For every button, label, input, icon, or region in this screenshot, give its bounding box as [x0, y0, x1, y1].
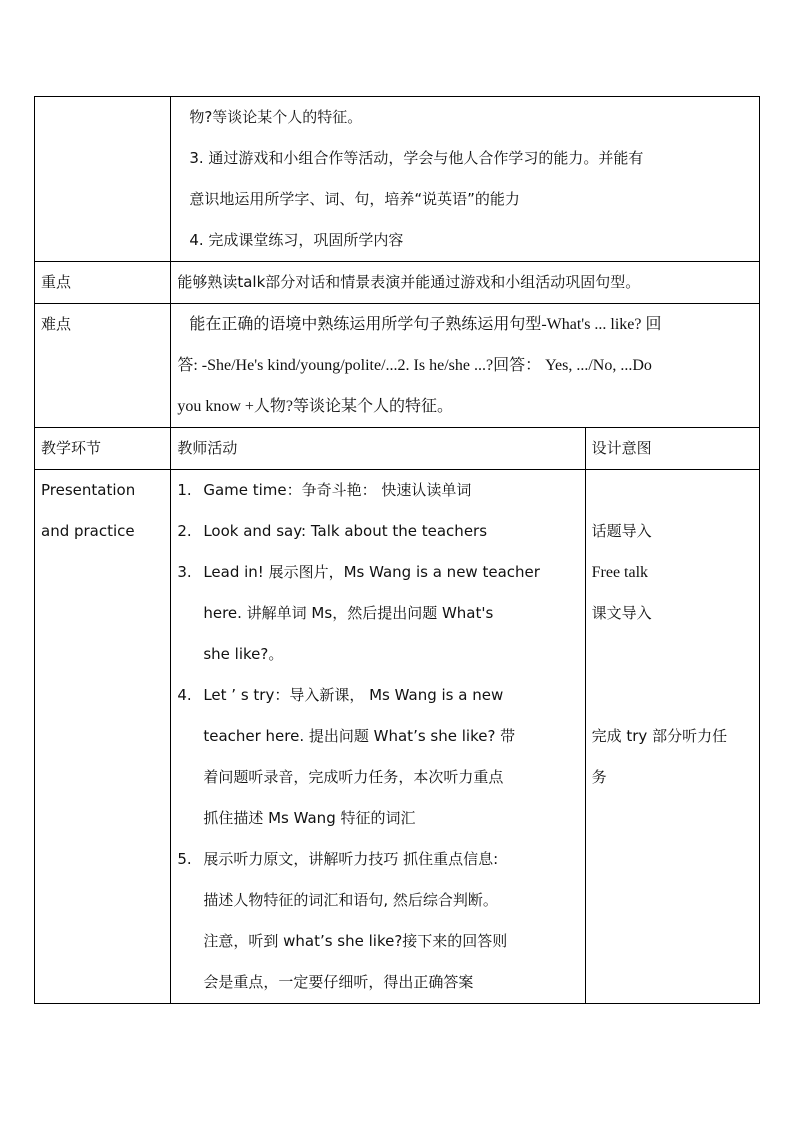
step-line: 抓住描述 Ms Wang 特征的词汇: [203, 809, 416, 827]
objective-line: 意识地运用所学字、词、句，培养“说英语”的能力: [189, 190, 520, 208]
purpose-spacer: [592, 470, 753, 511]
step-line: Look and say: Talk about the teachers: [203, 522, 488, 540]
step-line: here. 讲解单词 Ms，然后提出问题 What's: [203, 604, 494, 622]
step-line: 展示听力原文，讲解听力技巧 抓住重点信息:: [203, 850, 499, 868]
purpose-line: 务: [591, 768, 607, 786]
step-line: Game time：争奇斗艳： 快速认读单词: [203, 481, 472, 499]
difficulty-line: you know +人物?等谈论某个人的特征。: [177, 398, 454, 415]
step-line: Let ’ s try：导入新课， Ms Wang is a new: [203, 686, 504, 704]
activity-step: [177, 552, 578, 675]
step-line: 着问题听录音，完成听力任务，本次听力重点: [203, 768, 504, 786]
difficulty-line: 答: -She/He's kind/young/polite/...2. Is he/she ...?回答： Yes, .../No, ...Do: [177, 357, 652, 374]
step-line: 会是重点，一定要仔细听，得出正确答案: [203, 973, 474, 991]
step-number: 3.: [177, 563, 192, 581]
key-points-label: 重点: [35, 262, 171, 304]
objective-line: 3. 通过游戏和小组合作等活动，学会与他人合作学习的能力。并能有: [189, 149, 644, 167]
activity-step: [177, 511, 578, 552]
step-line: teacher here. 提出问题 What’s she like? 带: [203, 727, 516, 745]
step-line: 描述人物特征的词汇和语句, 然后综合判断。: [203, 891, 498, 909]
step-number: 5.: [177, 850, 192, 868]
key-points-line: 能够熟读talk部分对话和情景表演并能通过游戏和小组活动巩固句型。: [177, 273, 641, 291]
activity-step: [177, 839, 578, 1003]
step-number: 4.: [177, 686, 192, 704]
objective-line: 物?等谈论某个人的特征。: [189, 108, 363, 126]
stage-cell: [35, 470, 171, 1004]
purpose-gap: [592, 634, 753, 716]
activity-step: [177, 675, 578, 839]
objective-line: 4. 完成课堂练习，巩固所学内容: [189, 231, 404, 249]
stage-line: Presentation: [41, 481, 136, 499]
header-stage: 教学环节: [35, 428, 171, 470]
header-teacher-activity: 教师活动: [171, 428, 585, 470]
design-purpose-cell: [585, 470, 759, 1004]
objectives-label-cell: [35, 97, 171, 262]
lesson-plan-table: [34, 96, 760, 1004]
key-points-text: [171, 262, 760, 304]
header-row: [35, 428, 760, 470]
purpose-line: 完成 try 部分听力任: [591, 727, 728, 745]
header-design-purpose: 设计意图: [585, 428, 759, 470]
purpose-line: Free talk: [591, 564, 649, 581]
step-number: 2.: [177, 522, 192, 540]
key-points-row: [35, 262, 760, 304]
step-line: 注意，听到 what’s she like?接下来的回答则: [203, 932, 508, 950]
stage-line: and practice: [41, 522, 135, 540]
activity-step: [177, 470, 578, 511]
purpose-line: 话题导入: [591, 522, 652, 540]
presentation-row: [35, 470, 760, 1004]
purpose-line: 课文导入: [591, 604, 652, 622]
step-number: 1.: [177, 481, 192, 499]
difficulties-text: [171, 304, 760, 428]
step-line: she like?。: [203, 645, 284, 663]
objectives-cell: [171, 97, 760, 262]
objectives-row: [35, 97, 760, 262]
activity-steps-list: [177, 470, 578, 1003]
difficulty-line: 能在正确的语境中熟练运用所学句子熟练运用句型-What's ... like? 回: [189, 316, 662, 333]
difficulties-row: [35, 304, 760, 428]
step-line: Lead in! 展示图片，Ms Wang is a new teacher: [203, 563, 540, 581]
teacher-activity-cell: [171, 470, 585, 1004]
difficulties-label: 难点: [35, 304, 171, 428]
